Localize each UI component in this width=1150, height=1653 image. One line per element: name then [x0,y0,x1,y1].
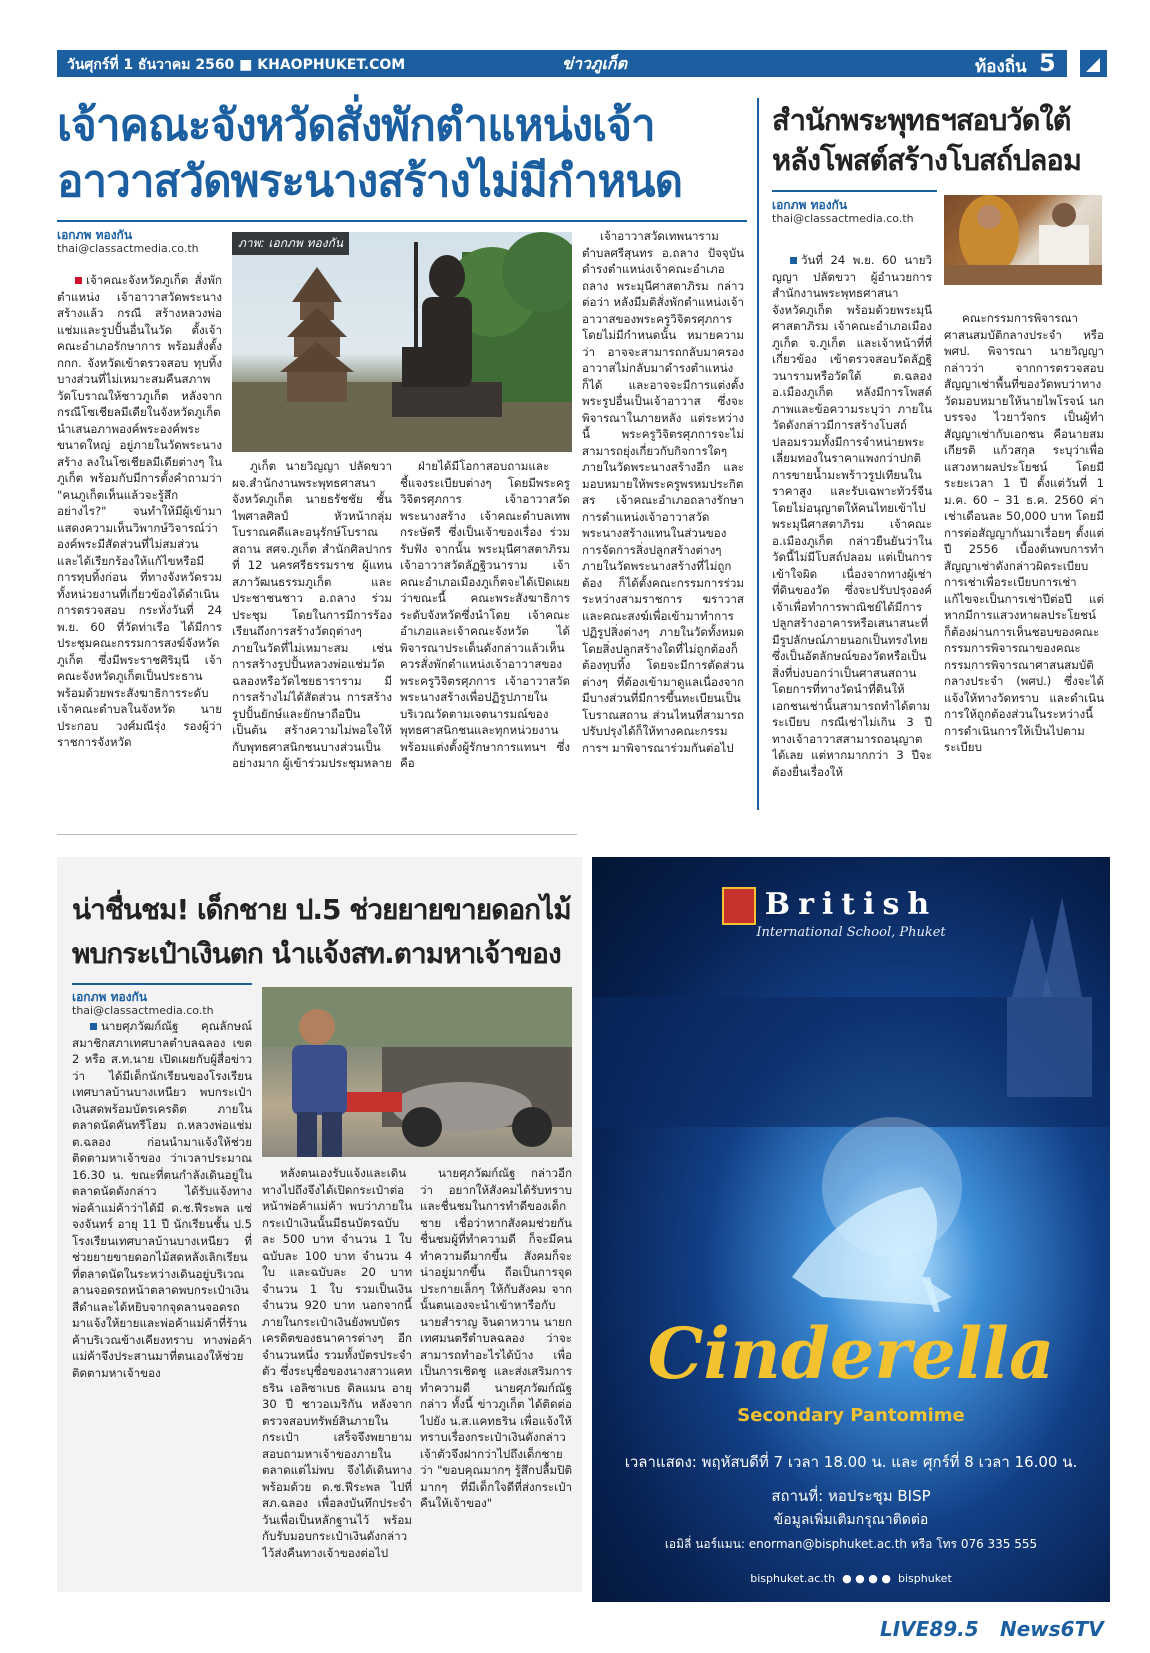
monk-official-photo [944,195,1102,285]
bottom-headline-line1: น่าชื่นชม! เด็กชาย ป.5 ช่วยยายขายดอกไม้ [72,893,571,926]
side-col1-text: วันที่ 24 พ.ย. 60 นายวิญญา ปลัดขวา ผู้อำนวยการ สำนักงานพระพุทธศาสนาจังหวัดภูเก็ต พร้อมด้วยพระมุนีศาสตาภิรม เจ้าคณะอำเภอเมืองภูเก็ต จ.ภูเก็ต และเจ้าหน้าที่ที่เกี่ยวข้อง เข้าตรวจสอบวัดลัฏฐิวนารามหรือวัดใต้ ต.ฉลอง อ.เมืองภูเก็ต หลังมีการโพสต์ภาพและข้อความระบุว่า ภายในวัดดังกล่าวมีการสร้างโบสถ์ปลอมรวมทั้งมีการจำหน่ายพระเลี่ยมทองในราคาแพงกว่าปกติ การขายน้ำมะพร้าวรูปเทียนในราคาสูง และรับเฉพาะทัวร์จีนโดยไม่อนุญาตให้คนไทยเข้าไป พระมุนีศาสตาภิรม เจ้าคณะอ.เมืองภูเก็ต กล่าวยืนยันว่าในวัดนี้ไม่มีโบสถ์ปลอม แต่เป็นการเข้าใจผิด เนื่องจากทางผู้เช่าที่ดินของวัด ซึ่งจะปรับปรุงองค์เจ้าเพื่อทำการพาณิชย์ได้มีการปลูกสร้างอาคารหรือเสนาสนะที่มีรูปลักษณ์ภายนอกเป็นทรงไทยซึ่งเป็นอัตลักษณ์ของวัดหรือเป็นสิ่งที่บ่งบอกว่าเป็นศาสนสถาน โดยการที่ทางวัดนำที่ดินให้เอกชนเช่านั้นสามารถทำได้ตามระเบียบ กรณีเช่าไม่เกิน 3 ปี ทางเจ้าอาวาสสามารถอนุญาตได้เลย แต่หากมากกว่า 3 ปีจะต้องยื่นเรื่องให้ [772,253,932,779]
boy-motorbike-photo [262,987,572,1157]
live-radio-logo: LIVE89.5 [880,1617,979,1641]
side-byline-name: เอกภพ ทองกัน [772,198,848,212]
side-headline-line2: หลังโพสต์สร้างโบสถ์ปลอม [772,143,1081,177]
page-header-bar [57,50,1067,77]
section-name: ท้องถิ่น [975,57,1027,77]
section-separator [57,834,577,835]
bottom-lead-bullet-icon [90,1023,97,1030]
main-headline-rule [57,220,747,222]
ad-footer [592,1572,1110,1585]
temple-statue-illustration [232,232,572,452]
lead-bullet-icon [75,277,82,284]
bottom-headline-line2: พบกระเป๋าเงินตก นำแจ้งสท.ตามหาเจ้าของ [72,937,561,970]
bottom-col3-text: นายศุภวัฒก์ณัฐ กล่าวอีกว่า อยากให้สังคมได้รับทราบและชื่นชมในการทำดีของเด็กชาย เชื่อว่าหากสังคมช่วยกันชื่นชมผู้ที่ทำความดี ก็จะมีคนทำความดีมากขึ้น สังคมก็จะน่าอยู่มากขึ้น ถือเป็นการจุดประกายเล็กๆ ให้กับสังคม จากนั้นตนเองจะนำเข้าหารือกับนายสำราญ จินดาหวาน นายกเทศมนตรีตำบลฉลอง ว่าจะสามารถทำอะไรได้บ้าง เพื่อเป็นการเชิดชู และส่งเสริมการทำความดี นายศุภวัฒก์ณัฐ กล่าว ทั้งนี้ ข่าวภูเก็ต ได้ติดต่อไปยัง น.ส.แคทธริน เพื่อแจ้งให้ทราบเรื่องกระเป๋าเงินดังกล่าว เจ้าตัวจึงฝากว่าไปถึงเด็กชายว่า "ขอบคุณมากๆ รู้สึกปลื้มปิติมากๆ ที่มีเด็กใจดีที่ส่งกระเป๋าคืนให้เจ้าของ" [420,1166,572,1510]
side-byline [772,198,932,226]
bottom-column-2 [262,1165,412,1583]
cinderella-advertisement[interactable] [592,857,1110,1602]
main-headline [57,98,747,210]
ad-contact: เอมิลี่ นอร์แมน: enorman@bisphuket.ac.th หรือ โทร 076 335 555 [664,1537,1038,1551]
side-headline-line1: สำนักพระพุทธฯสอบวัดใต้ [772,103,1071,137]
bottom-headline [72,888,592,976]
bottom-column-3 [420,1165,572,1583]
ad-contact-note: ข้อมูลเพิ่มเติมกรุณาติดต่อ [773,1512,929,1528]
main-col2-text: ภูเก็ต นายวิญญา ปลัดขวา ผจ.สำนักงานพระพุทธศาสนาจังหวัดภูเก็ต นายธรัชชัย ชั้นไพศาลศิลป์ หัวหน้ากลุ่มโบราณคดีและอนุรักษ์โบราณสถาน สศจ.ภูเก็ต สำนักศิลปากรที่ 12 นครศรีธรรมราช ผู้แทนสภาวัฒนธรรมภูเก็ต และประชาชนชาว อ.ถลาง ร่วมประชุม โดยในการมีการร้องเรียนถึงการสร้างวัตถุต่างๆ ภายในวัดที่ไม่เหมาะสม เช่น การสร้างรูปปั้นหลวงพ่อแช่มวัดฉลองหรือวัดไชยธาราราม มีการสร้างไม่ได้สัดส่วน การสร้างรูปปั้นยักษ์และยักษาถือปืน เป็นต้น สร้างความไม่พอใจให้กับพุทธศาสนิกชนบางส่วนเป็นอย่างมาก ผู้เข้าร่วมประชุมหลาย [232,459,392,770]
side-col2-text: คณะกรรมการพิจารณาศาสนสมบัติกลางประจำ หรือ พศป. พิจารณา นายวิญญา กล่าวว่า จากการตรวจสอบสัญญาเช่าพื้นที่ของวัดพบว่าทางวัดมอบหมายให้นายไพโรจน์ นกบรรจง ไวยาวัจกร เป็นผู้ทำสัญญาเช่ากับเอกชน คือนายสมเกียรติ แก้วสกุล ระบุว่าเพื่อแสวงหาผลประโยชน์ โดยมีระยะเวลา 1 ปี ตั้งแต่วันที่ 1 ม.ค. 60 – 31 ธ.ค. 2560 ค่าเช่าเดือนละ 50,000 บาท โดยมีการต่อสัญญากันมาเรื่อยๆ ตั้งแต่ปี 2556 เบื้องต้นพบการทำสัญญาเช่าดังกล่าวผิดระเบียบการเช่าเพื่อระเบียบการเช่าแก้ไขจะเป็นการเช่าปีต่อปี แต่หากมีการแสวงหาผลประโยชน์ ก็ต้องผ่านการเห็นชอบของคณะกรรมการพิจารณาของคณะกรรมการพิจารณาศาสนสมบัติกลางประจำ (พศป.) ซึ่งจะได้แจ้งให้ทางวัดทราบ และดำเนินการให้ถูกต้องส่วนในระหว่างนี้การดำเนินการให้เป็นไปตามระเบียบ [944,311,1104,754]
side-lead-bullet-icon [790,257,797,264]
bottom-byline-name: เอกภพ ทองกัน [72,990,148,1004]
main-column-4 [582,228,744,810]
ad-subtitle: Secondary Pantomime [737,1405,965,1426]
ad-showtime: เวลาแสดง: พฤหัสบดีที่ 7 เวลา 18.00 น. และ ศุกร์ที่ 8 เวลา 16.00 น. [624,1453,1078,1471]
main-column-3 [400,458,570,810]
main-column-1 [57,272,222,810]
bottom-col2-text: หลังตนเองรับแจ้งและเดินทางไปถึงจึงได้เปิดกระเป๋าต่อหน้าพ่อค้าแม่ค้า พบว่าภายในกระเป๋าเงินนั้นมีธนบัตรฉบับละ 500 บาท จำนวน 1 ใบ ฉบับละ 100 บาท จำนวน 4 ใบ และฉบับละ 20 บาท จำนวน 1 ใบ รวมเป็นเงินจำนวน 920 บาท นอกจากนี้ภายในกระเป๋าเงินยังพบบัตรเครดิตของธนาคารต่างๆ อีกจำนวนหนึ่ง รวมทั้งบัตรประจำตัว ซึ่งระบุชื่อของนางสาวแคทธริน เอลิซาเบธ ดิลแมน อายุ 30 ปี ชาวอเมริกัน หลังจากตรวจสอบทรัพย์สินภายในกระเป๋า เสร็จจึงพยายามสอบถามหาเจ้าของภายในตลาดแต่ไม่พบ จึงได้เดินทางพร้อมด้วย ด.ช.ฟีระพล ไปที่ สภ.ฉลอง เพื่อลงบันทึกประจำวันเพื่อเป็นหลักฐานไว้ พร้อมกับรับมอบกระเป๋าเงินดังกล่าวไว้ส่งคืนทางเจ้าของต่อไป [262,1166,412,1560]
main-column-2 [232,458,392,810]
main-byline-email: thai@classactmedia.co.th [57,242,199,255]
main-col1-text: เจ้าคณะจังหวัดภูเก็ต สั่งพักตำแหน่ง เจ้าอาวาสวัดพระนางสร้างแล้ว กรณี สร้างหลวงพ่อแช่มและรูปปั้นอื่นในวัด ตั้งเจ้าคณะอำเภอรักษาการ พร้อมสั่งตั้ง กกก. จังหวัดเข้าตรวจสอบ ทุบทิ้งบางส่วนที่ไม่เหมาะสมคืนสภาพวัดโบราณให้ชาวภูเก็ต หลังจากกรณีโซเชียลมีเดียในจังหวัดภูเก็ต นำเสนอภาพองค์พระองค์พระขนาดใหญ่ อยู่ภายในวัดพระนางสร้าง ลงในโซเชียลมีเดียต่างๆ ในภูเก็ต พร้อมกับมีการตั้งคำถามว่า "คนภูเก็ตเห็นแล้วจะรู้สึกอย่างไร?" จนทำให้มีผู้เข้ามาแสดงความเห็นวิพากษ์วิจารณ์ว่าองค์พระมีสัดส่วนที่ไม่สมส่วน และได้เรียกร้องให้แก้ไขหรือมีการทุบทิ้งก่อน ที่ทางจังหวัดรวมทั้งหน่วยงานที่เกี่ยวข้องได้ดำเนินการตรวจสอบ กระทั่งวันที่ 24 พ.ย. 60 ที่วัดท่าเรือ ได้มีการประชุมคณะกรรมการสงฆ์จังหวัดภูเก็ต ซึ่งมีพระราชศิริมุนี เจ้าคณะจังหวัดภูเก็ตเป็นประธาน พร้อมด้วยพระสังฆาธิการระดับเจ้าคณะตำบลในจังหวัด นายประกอบ วงศ์มณีรุ่ง รองผู้ว่าราชการจังหวัด [57,273,222,749]
monk-official-illustration [944,195,1102,285]
side-headline [772,100,1112,180]
facebook-icon[interactable]: ● [842,1572,852,1585]
youtube-icon[interactable]: ● [868,1572,878,1585]
ad-social-handle: bisphuket [898,1572,952,1585]
main-byline-name: เอกภพ ทองกัน [57,228,133,242]
header-date-site: วันศุกร์ที่ 1 ธันวาคม 2560 ■ KHAOPHUKET.COM [67,57,406,73]
instagram-icon[interactable]: ● [881,1572,891,1585]
bottom-byline [72,990,252,1018]
newspaper-logo: ข่าวภูเก็ต [562,54,627,73]
main-headline-line1: เจ้าคณะจังหวัดสั่งพักตำแหน่งเจ้า [57,100,655,151]
ad-title: Cinderella [647,1312,1055,1395]
page-number: 5 [1039,49,1056,77]
side-headline-rule [772,190,937,192]
photo-caption: ภาพ: เอกภพ ทองกัน [232,232,349,255]
corner-mark-icon [1080,50,1107,77]
main-col3-text: ฝ่ายได้มีโอกาสอบถามและชี้แจงระเบียบต่างๆ โดยมีพระครูวิจิตรศุภการ เจ้าอาวาสวัดพระนางสร้าง เจ้าคณะตำบลเทพกระษัตรี ซึ่งเป็นเจ้าของเรื่อง ร่วมรับฟัง จากนั้น พระมุนีศาสตาภิรมเจ้าอาวาสวัดลัฏฐิวนาราม เจ้าคณะอำเภอเมืองภูเก็ตจะได้เปิดเผยว่าขณะนี้ คณะพระสังฆาธิการระดับจังหวัดซึ่งนำโดย เจ้าคณะอำเภอและเจ้าคณะจังหวัด ได้พิจารณาประเด็นดังกล่าวแล้วเห็นควรสั่งพักตำแหน่งเจ้าอาวาสของ พระครูวิจิตรศุภการ เจ้าอาวาสวัดพระนางสร้างเพื่อปฏิรูปภายในบริเวณวัดตามเจตนารมณ์ของพุทธศาสนิกชนและทุกหน่วยงาน พร้อมแต่งตั้งผู้รักษาการแทนฯ ซึ่งคือ [400,459,570,770]
side-column-2 [944,310,1104,810]
ad-brand-sub: International School, Phuket [756,925,946,940]
column-divider [757,98,759,810]
bottom-byline-email: thai@classactmedia.co.th [72,1004,214,1017]
bottom-headline-rule [72,983,252,985]
temple-statue-photo [232,232,572,452]
main-headline-line2: อาวาสวัดพระนางสร้างไม่มีกำหนด [57,156,683,207]
main-col4-text: เจ้าอาวาสวัดเทพนารามตำบลศรีสุนทร อ.ถลาง ปัจจุบันดำรงตำแหน่งเจ้าคณะอำเภอถลาง พระมุนีศาสตาภิรม กล่าวต่อว่า หลังมีมติสั่งพักตำแหน่งเจ้าอาวาสของพระครูวิจิตรศุภการ โดยไม่มีกำหนดนั้น หมายความว่า อาจจะสามารถกลับมาครองอาวาสไม่กลับมาดำรงตำแหน่งก็ได้ และอาจจะมีการแต่งตั้งพระรูปอื่นเป็นเจ้าอาวาส ซึ่งจะพิจารณาในภายหลัง แต่ระหว่างนี้ พระครูวิจิตรศุภการจะไม่สามารถยุ่งเกี่ยวกับกิจการใดๆ ภายในวัดพระนางสร้างอีก และมอบหมายให้พระครูพรหมประกิตสร เจ้าคณะอำเภอถลางรักษาการตำแหน่งเจ้าอาวาสวัดพระนางสร้างแทนในส่วนของการจัดการสิ่งปลูกสร้างต่างๆ ภายในวัดพระนางสร้างที่ไม่ถูกต้อง ก็ได้ตั้งคณะกรรมการร่วมระหว่างสามราชการ ฆราวาสและคณะสงฆ์เพื่อเข้ามาทำการปฏิรูปสิ่งต่างๆ ภายในวัดทั้งหมดโดยสิ่งปลูกสร้างใดที่ไม่ถูกต้องก็ต้องทุบทิ้ง โดยจะมีการตัดส่วนต่างๆ ที่ต้องเข้ามาดูแลเนื่องจากมีบางส่วนที่มีการขึ้นทะเบียนเป็นโบราณสถาน ส่วนไหนที่สามารถปรับปรุงได้ก็ให้ทางคณะกรรมการฯ มาพิจารณาร่วมกันต่อไป [582,229,744,755]
main-byline [57,228,217,256]
side-byline-email: thai@classactmedia.co.th [772,212,914,225]
ad-venue: สถานที่: หอประชุม BISP [771,1487,931,1505]
ad-website[interactable]: bisphuket.ac.th [750,1572,836,1585]
bottom-col1-text: นายศุภวัฒก์ณัฐ คุณลักษณ์ สมาชิกสภาเทศบาลตำบลฉลอง เขต 2 หรือ ส.ท.นาย เปิดเผยกับผู้สื่อข่าวว่า ได้มีเด็กนักเรียนของโรงเรียนเทศบาลบ้านบางเหนียว พบกระเป๋าเงินสดพร้อมบัตรเครดิต ภายในตลาดนัดคันทรีโฮม ถ.หลวงพ่อแช่ม ต.ฉลอง ก่อนนำมาแจ้งให้ช่วยติดตามหาเจ้าของ ว่าเวลาประมาณ 16.30 น. ขณะที่ตนกำลังเดินอยู่ในตลาดนัดดังกล่าว ได้รับแจ้งทางพ่อค้าแม่ค้าว่าได้มี ด.ช.ฟีระพล แซ่จงจันทร์ อายุ 11 ปี นักเรียนชั้น ป.5 โรงเรียนเทศบาลบ้านบางเหนียว ที่ช่วยยายขายดอกไม้สดหลังเลิกเรียนที่ตลาดนัดในระหว่างเดินอยู่บริเวณลานจอดรถหน้าตลาดพบกระเป๋าเงินสีดำและได้หยิบจากจุดลานจอดรถมาแจ้งให้ยายและพ่อค้าแม่ค้าที่ร้านค้าบริเวณข้างเคียงทราบ ทางพ่อค้าแม่ค้าจึงประสานมาที่ตนเองให้ช่วยติดตามหาเจ้าของ [72,1019,252,1380]
bottom-column-1 [72,1018,252,1583]
side-column-1 [772,252,932,810]
news-tv-logo: News6TV [1000,1617,1104,1641]
twitter-icon[interactable]: ● [855,1572,865,1585]
boy-motorbike-illustration [262,987,572,1157]
ad-brand: British [764,887,938,922]
